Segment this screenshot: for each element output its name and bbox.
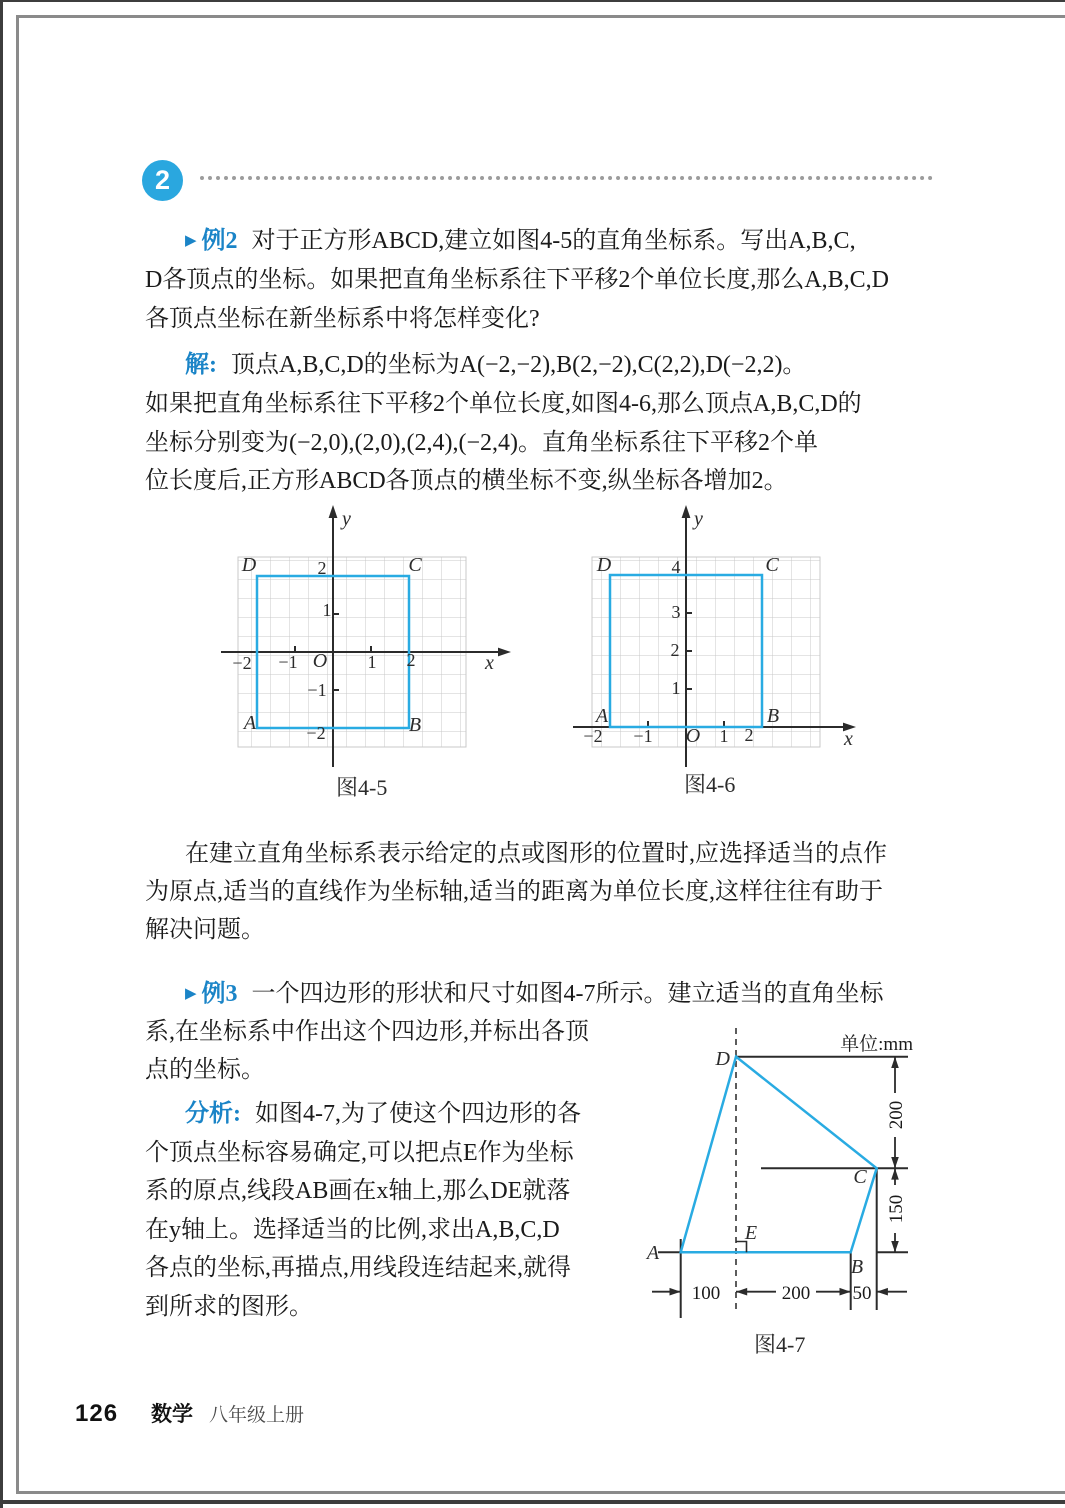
footer-volume: 八年级上册: [209, 1405, 305, 1426]
section-dotted-rule: [200, 176, 933, 180]
y-tick-label: 2: [670, 640, 680, 660]
vertex-label-d: D: [596, 554, 612, 576]
vertex-label-a: A: [646, 1242, 660, 1264]
paragraph-line: [185, 226, 856, 256]
dim-arrow-down-icon: [891, 1241, 899, 1252]
paragraph-line: [185, 839, 887, 869]
y-axis-arrow-icon: [682, 505, 691, 518]
solution-line-1: 顶点A,B,C,D的坐标为A(−2,−2),B(2,−2),C(2,2),D(−2,2)。: [231, 352, 807, 378]
vertex-label-d: D: [715, 1048, 730, 1070]
scan-edge-top: [0, 0, 1065, 2]
vertex-label-b: B: [850, 1256, 864, 1278]
analysis-line-4: 在y轴上。选择适当的比例,求出A,B,C,D: [145, 1217, 560, 1243]
analysis-line-3: 系的原点,线段AB画在x轴上,那么DE就落: [145, 1178, 571, 1204]
vertex-label-b: B: [766, 705, 780, 727]
x-tick-label: −2: [583, 726, 603, 746]
y-tick-label: 2: [317, 558, 327, 578]
solution-line-2: 如果把直角坐标系往下平移2个单位长度,如图4-6,那么顶点A,B,C,D的: [145, 391, 862, 417]
x-axis-arrow-icon: [498, 648, 511, 657]
example-arrow-icon: ▶: [185, 233, 197, 249]
paragraph-line: [145, 1138, 574, 1168]
analysis-line-6: 到所求的图形。: [145, 1294, 313, 1320]
solution-line-3: 坐标分别变为(−2,0),(2,0),(2,4),(−2,4)。直角坐标系往下平移2个单: [145, 430, 819, 456]
paragraph-line: [145, 915, 265, 945]
origin-label: O: [685, 725, 701, 747]
dim-arrow-right-icon: [670, 1288, 681, 1296]
paragraph-line: [145, 466, 788, 496]
x-tick-label: 1: [367, 652, 377, 672]
vertex-label-d: D: [241, 554, 257, 576]
figure-4-6-caption: 图4-6: [684, 772, 736, 797]
dim-arrow-down-icon: [891, 1157, 899, 1168]
paragraph-line: [145, 265, 889, 295]
y-axis-label: y: [342, 508, 351, 530]
analysis-line-5: 各点的坐标,再描点,用线段连结起来,就得: [145, 1255, 571, 1281]
example2-line-3: 各顶点坐标在新坐标系中将怎样变化?: [145, 306, 540, 332]
example2-label: 例2: [201, 228, 238, 254]
analysis-line-1: 如图4-7,为了使这个四边形的各: [255, 1101, 581, 1127]
y-tick-label: 4: [671, 557, 681, 577]
example3-line-3: 点的坐标。: [145, 1057, 265, 1083]
footer-subject: 数学: [151, 1403, 194, 1426]
dim-label-150: 150: [886, 1194, 907, 1224]
vertex-label-e: E: [744, 1222, 758, 1244]
dim-label-200h: 200: [781, 1283, 811, 1304]
vertex-label-a: A: [595, 705, 609, 727]
example2-line-2: D各顶点的坐标。如果把直角坐标系往下平移2个单位长度,那么A,B,C,D: [145, 267, 890, 293]
dim-label-200: 200: [886, 1100, 907, 1130]
vertex-label-a: A: [243, 712, 257, 734]
y-axis-label: y: [694, 508, 703, 530]
scan-edge-bottom: [0, 1500, 1065, 1504]
figure-4-7-caption: 图4-7: [754, 1332, 806, 1357]
paragraph-line: [185, 979, 884, 1009]
scan-edge-left: [0, 0, 3, 1508]
quadrilateral-abcd: [681, 1057, 877, 1253]
figure-4-6: [563, 503, 873, 803]
paragraph-line: [145, 1292, 313, 1322]
page-footer: [75, 1398, 304, 1428]
unit-label: 单位:mm: [840, 1034, 913, 1055]
analysis-line-2: 个顶点坐标容易确定,可以把点E作为坐标: [145, 1140, 574, 1166]
paragraph-line: [185, 1099, 581, 1129]
dim-label-100: 100: [691, 1283, 721, 1304]
dim-label-50: 50: [852, 1283, 872, 1304]
example2-line-1: 对于正方形ABCD,建立如图4-5的直角坐标系。写出A,B,C,: [251, 228, 856, 254]
example3-label: 例3: [201, 981, 238, 1007]
figure-4-5-caption: 图4-5: [336, 775, 388, 800]
y-tick-label: −1: [307, 680, 327, 700]
note-line-3: 解决问题。: [145, 917, 265, 943]
dim-arrow-right-icon: [840, 1288, 851, 1296]
dim-arrow-up-icon: [891, 1168, 899, 1179]
dim-arrow-up-icon: [891, 1057, 899, 1068]
x-tick-label: −1: [278, 652, 298, 672]
y-tick-label: 3: [671, 602, 681, 622]
y-tick-label: 1: [322, 600, 332, 620]
vertex-label-c: C: [853, 1166, 867, 1188]
solution-line-4: 位长度后,正方形ABCD各顶点的横坐标不变,纵坐标各增加2。: [145, 468, 788, 494]
example3-line-2: 系,在坐标系中作出这个四边形,并标出各顶: [145, 1019, 589, 1045]
x-tick-label: −1: [633, 726, 653, 746]
paragraph-line: [145, 1215, 560, 1245]
x-tick-label: 2: [406, 650, 416, 670]
example3-line-1: 一个四边形的形状和尺寸如图4-7所示。建立适当的直角坐标: [251, 981, 884, 1007]
paragraph-line: [145, 1176, 570, 1206]
x-tick-label: 1: [719, 726, 729, 746]
paragraph-line: [145, 389, 862, 419]
origin-label: O: [312, 650, 328, 672]
paragraph-line: [145, 1017, 589, 1047]
y-tick-label: −2: [306, 723, 326, 743]
y-tick-label: 1: [671, 678, 681, 698]
paragraph-line: [145, 877, 883, 907]
note-line-1: 在建立直角坐标系表示给定的点或图形的位置时,应选择适当的点作: [185, 841, 887, 867]
x-tick-label: 2: [744, 725, 754, 745]
x-axis-label: x: [485, 652, 494, 674]
paragraph-line: [185, 350, 806, 380]
vertex-label-c: C: [765, 554, 779, 576]
solution-label: 解:: [185, 352, 217, 378]
x-tick-label: −2: [232, 653, 252, 673]
vertex-label-b: B: [408, 714, 422, 736]
example-arrow-icon: ▶: [185, 986, 197, 1002]
grid-4-6: [592, 557, 820, 747]
paragraph-line: [145, 428, 818, 458]
section-number-badge: 2: [142, 160, 183, 201]
paragraph-line: [145, 304, 540, 334]
note-line-2: 为原点,适当的直线作为坐标轴,适当的距离为单位长度,这样往往有助于: [145, 879, 883, 905]
vertex-label-c: C: [408, 554, 422, 576]
paragraph-line: [145, 1055, 265, 1085]
figure-4-7: [618, 1013, 953, 1333]
page-number: 126: [75, 1400, 119, 1427]
figure-4-5: [213, 503, 523, 803]
paragraph-line: [145, 1253, 571, 1283]
analysis-label: 分析:: [185, 1101, 241, 1127]
y-axis-arrow-icon: [329, 505, 338, 518]
x-axis-label: x: [844, 728, 853, 750]
